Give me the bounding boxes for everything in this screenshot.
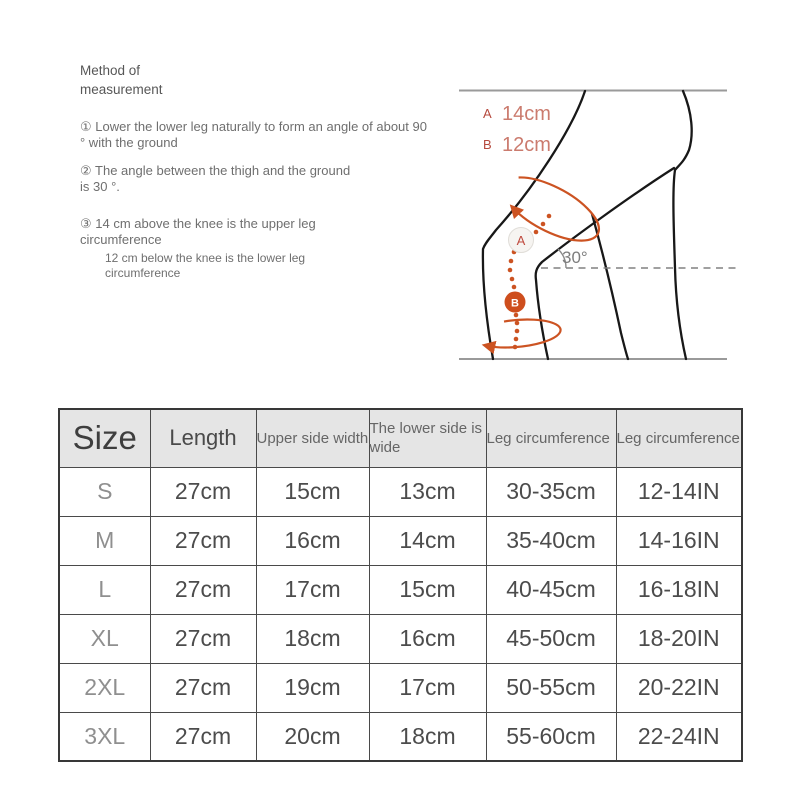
size-chart-header — [59, 409, 742, 467]
size-chart-body — [59, 467, 742, 761]
method-title — [80, 61, 163, 99]
table-row-xl — [59, 614, 742, 663]
cell-length: 27cm — [150, 467, 256, 516]
cell-leg-cm: 40-45cm — [486, 565, 616, 614]
method-note: 12 cm below the knee is the lower leg circumference — [105, 251, 306, 280]
method-step-1: ① Lower the lower leg naturally to form an angle of about 90 ° with the ground — [80, 119, 427, 150]
header-upper-width: Upper side width — [256, 409, 369, 467]
cell-upper: 16cm — [256, 516, 369, 565]
marker-b-badge — [505, 292, 526, 313]
size-chart-table — [58, 408, 743, 762]
figure-legend — [483, 103, 551, 156]
legend-a-label: A — [483, 106, 492, 121]
cell-upper: 18cm — [256, 614, 369, 663]
cell-leg-cm: 35-40cm — [486, 516, 616, 565]
table-row-3xl — [59, 712, 742, 761]
cell-size: S — [59, 467, 150, 516]
table-row-s — [59, 467, 742, 516]
cell-leg-in: 14-16IN — [616, 516, 742, 565]
header-size: Size — [59, 409, 150, 467]
cell-size: 3XL — [59, 712, 150, 761]
cell-size: L — [59, 565, 150, 614]
leg-outline — [483, 91, 692, 359]
cell-size: M — [59, 516, 150, 565]
back-leg-back-line — [673, 91, 691, 359]
cell-lower: 17cm — [369, 663, 486, 712]
calf-circumference-arrow — [484, 316, 561, 349]
cell-leg-in: 20-22IN — [616, 663, 742, 712]
cell-leg-cm: 50-55cm — [486, 663, 616, 712]
header-length: Length — [150, 409, 256, 467]
cell-upper: 20cm — [256, 712, 369, 761]
legend-a-value: 14cm — [502, 103, 551, 125]
cell-length: 27cm — [150, 663, 256, 712]
cell-lower: 15cm — [369, 565, 486, 614]
cell-upper: 17cm — [256, 565, 369, 614]
cell-length: 27cm — [150, 565, 256, 614]
table-row-l — [59, 565, 742, 614]
cell-leg-in: 22-24IN — [616, 712, 742, 761]
legend-b-value: 12cm — [502, 134, 551, 156]
legend-b-label: B — [483, 137, 492, 152]
cell-size: 2XL — [59, 663, 150, 712]
marker-a-badge — [509, 228, 534, 253]
table-row-2xl — [59, 663, 742, 712]
measurement-illustration — [440, 80, 750, 372]
method-step-3: ③ 14 cm above the knee is the upper leg circumference — [80, 216, 316, 247]
method-title-line1: Method of — [80, 63, 141, 78]
marker-a-label: A — [516, 233, 526, 248]
header-leg-circumference-in: Leg circumference — [616, 409, 742, 467]
cell-length: 27cm — [150, 516, 256, 565]
cell-leg-cm: 55-60cm — [486, 712, 616, 761]
method-step-2: ② The angle between the thigh and the ground is 30 °. — [80, 163, 351, 194]
cell-leg-cm: 45-50cm — [486, 614, 616, 663]
table-row-m — [59, 516, 742, 565]
header-lower-width: The lower side is wide — [369, 409, 486, 467]
cell-leg-in: 18-20IN — [616, 614, 742, 663]
cell-leg-in: 16-18IN — [616, 565, 742, 614]
cell-upper: 15cm — [256, 467, 369, 516]
cell-leg-cm: 30-35cm — [486, 467, 616, 516]
angle-label: 30° — [562, 248, 588, 267]
method-title-line2: measurement — [80, 82, 163, 97]
header-row — [59, 409, 742, 467]
cell-lower: 18cm — [369, 712, 486, 761]
cell-size: XL — [59, 614, 150, 663]
cell-lower: 16cm — [369, 614, 486, 663]
cell-length: 27cm — [150, 712, 256, 761]
header-leg-circumference-cm: Leg circumference — [486, 409, 616, 467]
cell-lower: 14cm — [369, 516, 486, 565]
cell-upper: 19cm — [256, 663, 369, 712]
marker-b-label: B — [511, 297, 519, 310]
cell-length: 27cm — [150, 614, 256, 663]
cell-lower: 13cm — [369, 467, 486, 516]
cell-leg-in: 12-14IN — [616, 467, 742, 516]
